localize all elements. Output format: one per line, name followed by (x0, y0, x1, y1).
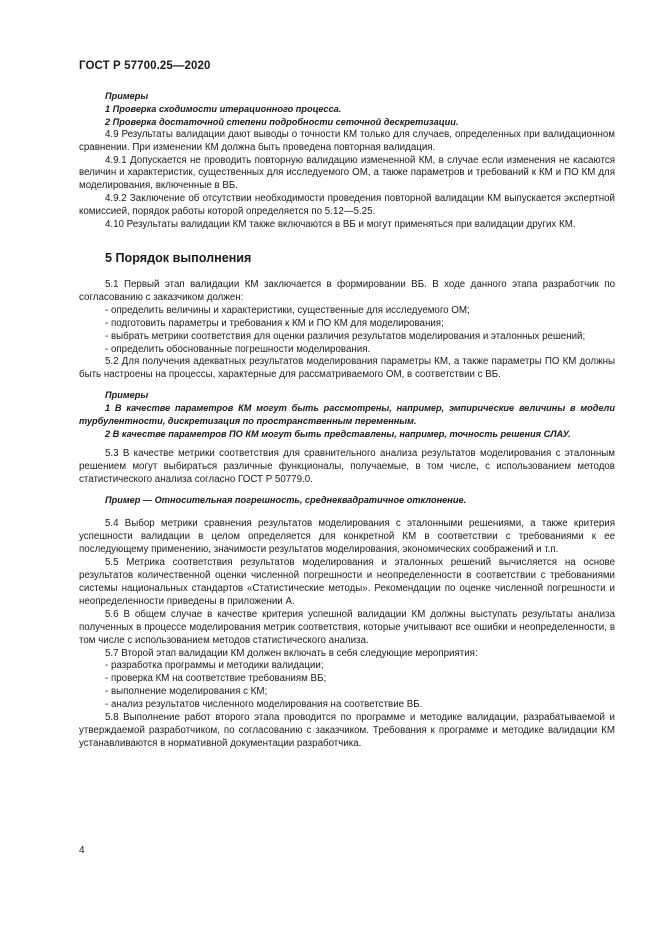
paragraph-5-4: 5.4 Выбор метрики сравнения результатов моделирования с эталонными решениями, а также критерия успешности валидации в целом определяется для конкретной КМ в соответствии с требованиями к ее последующему применению, значимости результатов моделирования, экономических соображений и т.п. (79, 518, 615, 556)
paragraph-5-7: 5.7 Второй этап валидации КМ должен включать в себя следующие мероприятия: (105, 647, 478, 659)
paragraph-4-9-1: 4.9.1 Допускается не проводить повторную валидацию измененной КМ, в случае если изменения не касаются величин и характеристик, существенных для исследуемого ОМ, а также параметров и требований к КМ и ПО КМ для моделирования, включенные в ВБ. (79, 154, 615, 192)
list-item: - определить обоснованные погрешности моделирования. (105, 343, 371, 355)
example-note: Пример — Относительная погрешность, среднеквадратичное отклонение. (105, 494, 467, 505)
paragraph-4-10: 4.10 Результаты валидации КМ также включаются в ВБ и могут применяться при валидации других КМ. (105, 219, 576, 231)
paragraph-5-2: 5.2 Для получения адекватных результатов моделирования параметры КМ, а также параметры ПО КМ должны быть настроены на процессы, характерные для рассматриваемого ОМ, в соответствии с ВБ. (79, 356, 615, 381)
list-item: - выбрать метрики соответствия для оценки различия результатов моделирования и эталонных решений; (105, 330, 586, 342)
paragraph-5-8: 5.8 Выполнение работ второго этапа проводится по программе и методике валидации, разрабатываемой и утверждаемой разработчиком, по согласованию с заказчиком. Требования к программе и методике валидации КМ устанавливаются в нормативной документации разработчика. (79, 712, 615, 749)
page-content (79, 90, 615, 751)
examples-title: Примеры (105, 91, 149, 101)
paragraph-5-1: 5.1 Первый этап валидации КМ заключается в формировании ВБ. В ходе данного этапа разработчик по согласованию с заказчиком должен: (79, 278, 615, 303)
list-item: - разработка программы и методики валидации; (105, 660, 324, 672)
paragraph-5-6: 5.6 В общем случае в качестве критерия успешной валидации КМ должны выступать результаты анализа полученных в процессе моделирования метрик соответствия, которые учитывают все ошибки и неопределенности, в том числе с использованием методов статистического анализа. (79, 608, 615, 646)
paragraph-4-9-2: 4.9.2 Заключение об отсутствии необходимости проведения повторной валидации КМ выпускается экспертной комиссией, порядок работы которой определяется по 5.12—5.25. (79, 193, 615, 218)
paragraph-5-5: 5.5 Метрика соответствия результатов моделирования и эталонных решений вычисляется на основе результатов количественной оценки численной погрешности и неопределенности в соответствии с требованиями системы национальных стандартов «Статистические методы». Рекомендации по оценке численной погрешности и неопределенности приведены в приложении А. (79, 557, 615, 607)
list-item: - выполнение моделирования с КМ; (105, 686, 268, 698)
paragraph-4-9: 4.9 Результаты валидации дают выводы о точности КМ только для случаев, определенных при валидационном сравнении. При изменении КМ должна быть проведена повторная валидация. (79, 128, 615, 153)
list-item: - подготовить параметры и требования к КМ и ПО КМ для моделирования; (105, 317, 444, 329)
list-item: - анализ результатов численного моделирования на соответствие ВБ. (105, 699, 423, 711)
examples-title: Примеры (105, 390, 149, 401)
list-item: - определить величины и характеристики, существенные для исследуемого ОМ; (105, 304, 470, 316)
example-item: 1 Проверка сходимости итерационного процесса. (105, 103, 342, 114)
example-item: 2 Проверка достаточной степени подробности сеточной дескретизации. (105, 116, 459, 127)
section-5-title: 5 Порядок выполнения (105, 250, 252, 265)
example-item: 2 В качестве параметров ПО КМ могут быть представлены, например, точность решения СЛАУ. (105, 428, 571, 439)
document-header: ГОСТ Р 57700.25—2020 (79, 60, 211, 72)
page-number: 4 (79, 845, 85, 856)
paragraph-5-3: 5.3 В качестве метрики соответствия для сравнительного анализа результатов моделирования с эталонным решением могут выбираться различные функционалы, получаемые, в том числе, с использованием методов статистического анализа согласно ГОСТ Р 50779.0. (79, 447, 615, 485)
example-item: 1 В качестве параметров КМ могут быть рассмотрены, например, эмпирические величины в модели турбулентности, дискретизация по пространственным переменным. (79, 403, 615, 427)
list-item: - проверка КМ на соответствие требованиям ВБ; (105, 673, 327, 685)
